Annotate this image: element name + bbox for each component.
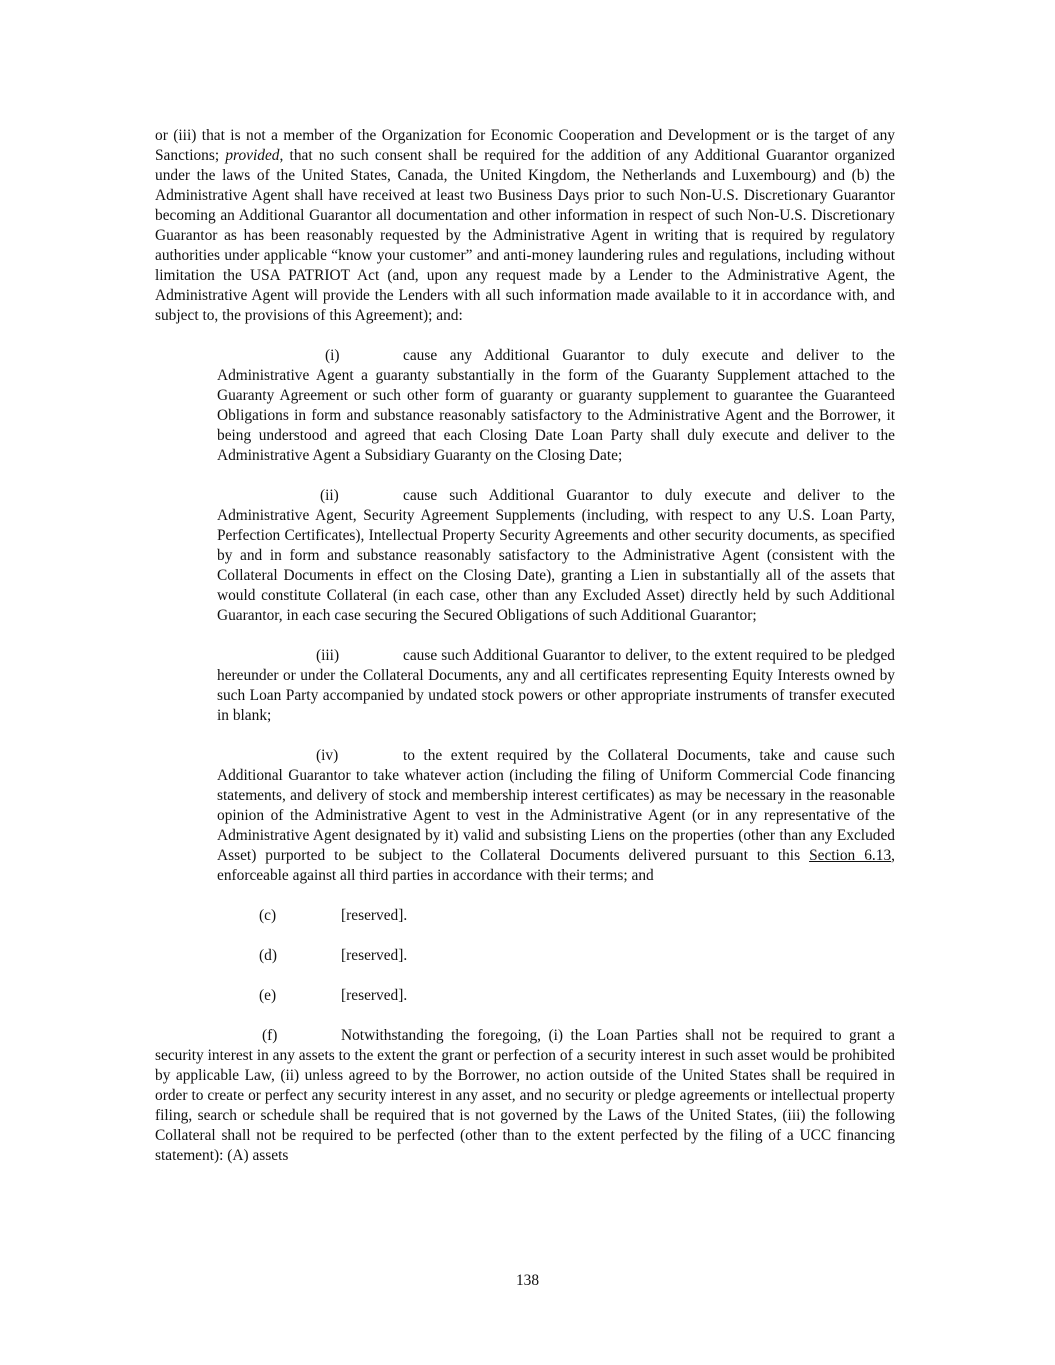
clause-text: cause any Additional Guarantor to duly execute and deliver to the Administrative Agent a guaranty substantially in the form of the Guaranty Supplement attached to the Guaranty Agreement or such other form of guaranty or guaranty supplement to guarantee the Guaranteed Obligations in form and substance reasonably satisfactory to the Administrative Agent and the Borrower, it being understood and agreed that each Closing Date Loan Party shall duly execute and deliver to the Administrative Agent a Subsidiary Guaranty on the Closing Date; (217, 347, 895, 464)
clause-iv (217, 746, 895, 886)
clause-text: [reserved]. (341, 947, 408, 964)
section-reference-link[interactable]: Section 6.13 (809, 847, 892, 864)
clause-e (155, 986, 895, 1006)
clause-label: (d) (259, 947, 277, 964)
page-number: 138 (515, 1272, 540, 1289)
clause-d (155, 946, 895, 966)
clause-label: (f) (262, 1027, 278, 1044)
clause-ii (217, 486, 895, 626)
clause-text-cont: , enforceable against all third parties in accordance with their terms; and (217, 847, 896, 884)
clause-text: Notwithstanding the foregoing, (i) the Loan Parties shall not be required to grant a security interest in any assets to the extent the grant or perfection of a security interest in such asset would be prohibited by applicable Law, (ii) unless agreed to by the Borrower, no action outside of the United States shall be required in order to create or perfect any security interest in any asset, and no security or pledge agreements or intellectual property filing, search or schedule shall be required that is not governed by the Laws of the United States, (iii) the following Collateral shall not be required to be perfected (other than to the extent perfected by the filing of a UCC financing statement): (A) assets (155, 1027, 895, 1164)
clause-label: (iv) (316, 747, 339, 764)
intro-paragraph (155, 126, 895, 326)
clause-label: (iii) (316, 647, 340, 664)
clause-text: [reserved]. (341, 987, 408, 1004)
clause-label: (e) (259, 987, 277, 1004)
clause-text: [reserved]. (341, 907, 408, 924)
clause-label: (i) (325, 347, 340, 364)
clause-c (155, 906, 895, 926)
clause-f (155, 1026, 895, 1166)
clause-text: cause such Additional Guarantor to duly execute and deliver to the Administrative Agent, Security Agreement Supplements (including, with respect to any U.S. Loan Party, Perfection Certificates), Intellectual Property Security Agreements and other security documents, as specified by and in form and substance reasonably satisfactory to the Administrative Agent (consistent with the Collateral Documents in effect on the Closing Date), granting a Lien in substantially all of the assets that would constitute Collateral (in each case, other than any Excluded Asset) directly held by such Additional Guarantor, in each case securing the Secured Obligations of such Additional Guarantor; (217, 487, 895, 624)
intro-text: or (iii) that is not a member of the Organization for Economic Cooperation and Development or is the target of any Sanctions; (155, 127, 895, 164)
clause-label: (c) (259, 907, 277, 924)
clause-text: to the extent required by the Collateral Documents, take and cause such Additional Guarantor to take whatever action (including the filing of Uniform Commercial Code financing statements, and delivery of stock and membership interest certificates) as may be necessary in the reasonable opinion of the Administrative Agent to vest in the Administrative Agent (or in any representative of the Administrative Agent designated by it) valid and subsisting Liens on the properties (other than any Excluded Asset) purported to be subject to the Collateral Documents delivered pursuant to this (217, 747, 895, 864)
intro-italic: provided (225, 147, 280, 164)
document-page (155, 126, 895, 1186)
clause-i (217, 346, 895, 466)
intro-text-cont: , that no such consent shall be required for the addition of any Additional Guarantor organized under the laws of the United States, Canada, the United Kingdom, the Netherlands and Luxembourg) and (b) the Administrative Agent shall have received at least two Business Days prior to such Non-U.S. Discretionary Guarantor becoming an Additional Guarantor all documentation and other information in respect of such Non-U.S. Discretionary Guarantor as has been reasonably requested by the Administrative Agent in writing that is required by regulatory authorities under applicable “know your customer” and anti-money laundering rules and regulations, including without limitation the USA PATRIOT Act (and, upon any request made by a Lender to the Administrative Agent, the Administrative Agent will provide the Lenders with all such information made available to it in accordance with, and subject to, the provisions of this Agreement); and: (155, 147, 895, 324)
clause-iii (217, 646, 895, 726)
clause-label: (ii) (320, 487, 339, 504)
clause-text: cause such Additional Guarantor to deliver, to the extent required to be pledged hereunder or under the Collateral Documents, any and all certificates representing Equity Interests owned by such Loan Party accompanied by undated stock powers or other appropriate instruments of transfer executed in blank; (217, 647, 895, 724)
